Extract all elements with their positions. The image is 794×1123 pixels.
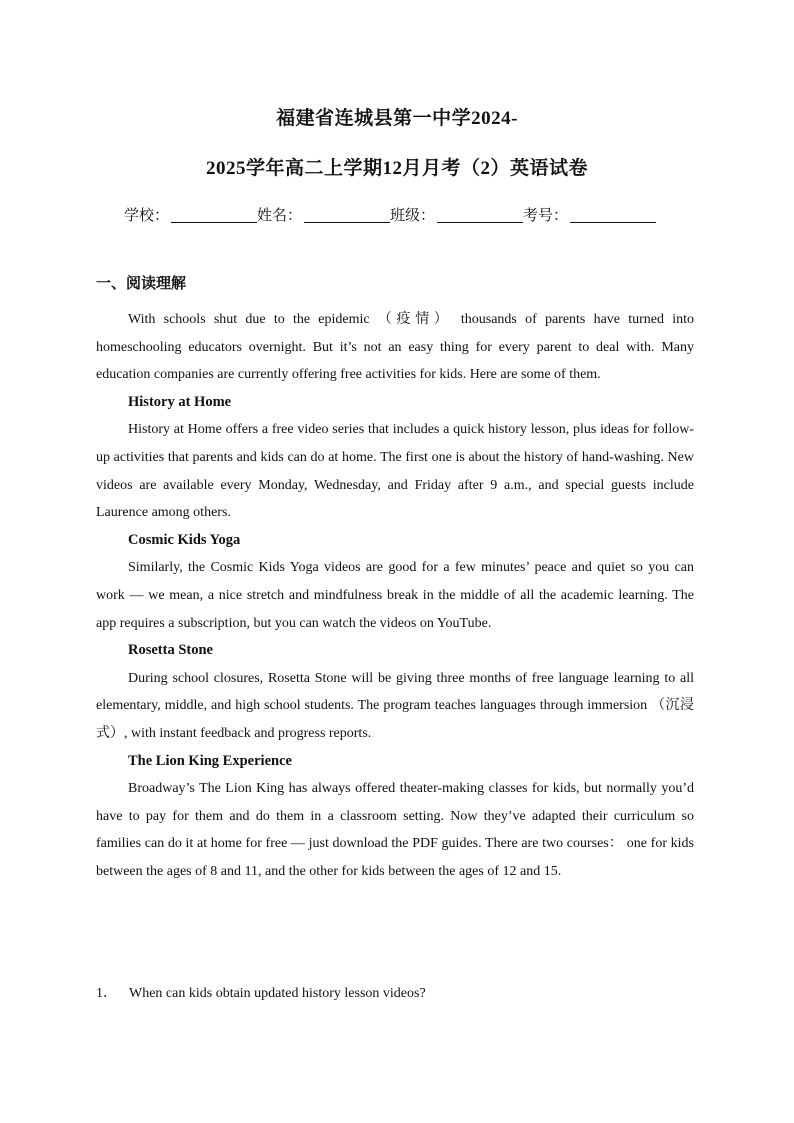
name-label: 姓名： <box>257 208 303 224</box>
question-1 <box>96 982 426 1002</box>
class-blank[interactable] <box>437 207 523 223</box>
item-heading-history-at-home: History at Home <box>128 393 232 410</box>
exam-title-line-1: 福建省连城县第一中学2024- <box>276 108 518 129</box>
student-info-row <box>124 204 684 225</box>
exam-number-label: 考号： <box>523 208 569 224</box>
school-label: 学校： <box>124 208 170 224</box>
exam-number-blank[interactable] <box>570 207 656 223</box>
item-body-cosmic-kids-yoga: Similarly, the Cosmic Kids Yoga videos are good for a few minutes’ peace and quiet so you can work — we mean, a nice stretch and mindfulness break in the middle of all the academic learning. The app requires a subscription, but you can watch the videos on YouTube. <box>96 560 694 631</box>
item-heading-cosmic-kids-yoga: Cosmic Kids Yoga <box>128 531 241 548</box>
item-body-rosetta-stone: During school closures, Rosetta Stone will be giving three months of free language learning to all elementary, middle, and high school students. The program teaches languages through immersion （沉浸式）, with instant feedback and progress reports. <box>96 670 694 741</box>
reading-passage <box>96 306 694 885</box>
exam-title-line-2: 2025学年高二上学期12月月考（2）英语试卷 <box>205 158 588 179</box>
school-blank[interactable] <box>171 207 257 223</box>
item-heading-rosetta-stone: Rosetta Stone <box>128 642 213 659</box>
class-label: 班级： <box>390 208 436 224</box>
section-heading: 一、阅读理解 <box>96 276 187 292</box>
item-body-history-at-home: History at Home offers a free video series that includes a quick history lesson, plus ideas for follow-up activities that parents and kids can do at home. The first one is about the history of hand-washing. New videos are available every Monday, Wednesday, and Friday after 9 a.m., and special guests include Laurence among others. <box>96 422 694 521</box>
item-heading-lion-king: The Lion King Experience <box>128 752 292 769</box>
question-number: 1． <box>96 986 117 1001</box>
question-text: When can kids obtain updated history lesson videos? <box>129 986 426 1001</box>
passage-intro: With schools shut due to the epidemic （疫情） thousands of parents have turned into homeschooling educators overnight. But it’s not an easy thing for every parent to deal with. Many education companies are currently offering free activities for kids. Here are some of them. <box>96 312 694 383</box>
name-blank[interactable] <box>304 207 390 223</box>
item-body-lion-king: Broadway’s The Lion King has always offered theater-making classes for kids, but normally you’d have to pay for them and do them in a classroom setting. Now they’ve adapted their curriculum so families can do it at home for free — just download the PDF guides. There are two courses： one for kids between the ages of 8 and 11, and the other for kids between the ages of 12 and 15. <box>96 781 694 879</box>
